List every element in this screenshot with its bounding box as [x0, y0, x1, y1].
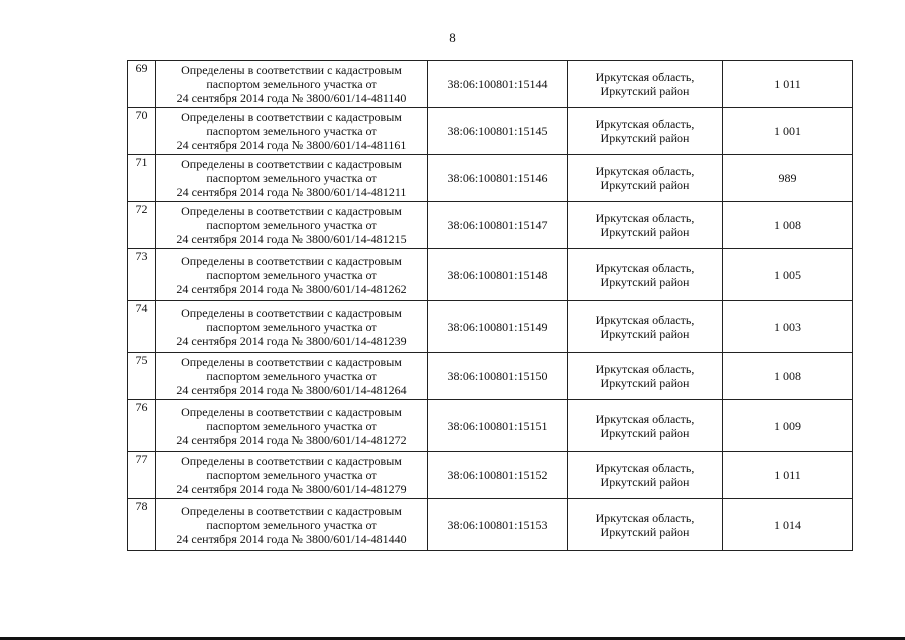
row-number: 70 [128, 108, 156, 155]
boundary-description [156, 301, 428, 353]
location: Иркутская область, Иркутский район [568, 155, 723, 202]
description-line: 24 сентября 2014 года № 3800/601/14-481264 [176, 383, 407, 397]
cadastral-number: 38:06:100801:15150 [428, 353, 568, 400]
description-line: 24 сентября 2014 года № 3800/601/14-481272 [176, 432, 407, 447]
description-line: Определены в соответствии с кадастровым [181, 204, 402, 218]
boundary-description [156, 249, 428, 301]
area: 989 [723, 155, 853, 202]
description-line: Определены в соответствии с кадастровым [181, 355, 402, 369]
cadastral-number: 38:06:100801:15153 [428, 499, 568, 551]
area: 1 005 [723, 249, 853, 301]
cadastral-number: 38:06:100801:15148 [428, 249, 568, 301]
land-plot-table [127, 60, 853, 551]
table-row [128, 155, 853, 202]
location: Иркутская область, Иркутский район [568, 499, 723, 551]
boundary-description [156, 400, 428, 452]
area: 1 008 [723, 353, 853, 400]
row-number: 74 [128, 301, 156, 353]
location: Иркутская область, Иркутский район [568, 353, 723, 400]
location: Иркутская область, Иркутский район [568, 400, 723, 452]
cadastral-number: 38:06:100801:15151 [428, 400, 568, 452]
table-row [128, 249, 853, 301]
cadastral-number: 38:06:100801:15144 [428, 61, 568, 108]
location: Иркутская область, Иркутский район [568, 301, 723, 353]
description-line: 24 сентября 2014 года № 3800/601/14-481440 [176, 531, 407, 546]
description-line: Определены в соответствии с кадастровым [181, 63, 402, 77]
location: Иркутская область, Иркутский район [568, 61, 723, 108]
cadastral-number: 38:06:100801:15149 [428, 301, 568, 353]
location: Иркутская область, Иркутский район [568, 249, 723, 301]
boundary-description [156, 499, 428, 551]
cadastral-number: 38:06:100801:15146 [428, 155, 568, 202]
cadastral-number: 38:06:100801:15147 [428, 202, 568, 249]
area: 1 001 [723, 108, 853, 155]
boundary-description [156, 452, 428, 499]
description-line: паспортом земельного участка от [206, 171, 377, 185]
location: Иркутская область, Иркутский район [568, 202, 723, 249]
table-row [128, 202, 853, 249]
row-number: 71 [128, 155, 156, 202]
row-number: 72 [128, 202, 156, 249]
description-line: Определены в соответствии с кадастровым [181, 253, 402, 268]
description-line: Определены в соответствии с кадастровым [181, 404, 402, 419]
description-line: Определены в соответствии с кадастровым [181, 110, 402, 124]
boundary-description [156, 155, 428, 202]
table-row [128, 61, 853, 108]
description-line: 24 сентября 2014 года № 3800/601/14-481211 [176, 185, 407, 199]
boundary-description [156, 202, 428, 249]
area: 1 008 [723, 202, 853, 249]
description-line: паспортом земельного участка от [206, 218, 377, 232]
area: 1 014 [723, 499, 853, 551]
table-row [128, 301, 853, 353]
boundary-description [156, 61, 428, 108]
description-line: Определены в соответствии с кадастровым [181, 305, 402, 320]
cadastral-number: 38:06:100801:15152 [428, 452, 568, 499]
area: 1 011 [723, 452, 853, 499]
row-number: 73 [128, 249, 156, 301]
row-number: 75 [128, 353, 156, 400]
area: 1 009 [723, 400, 853, 452]
description-line: паспортом земельного участка от [206, 369, 377, 383]
description-line: 24 сентября 2014 года № 3800/601/14-481279 [176, 482, 407, 496]
row-number: 76 [128, 400, 156, 452]
description-line: паспортом земельного участка от [206, 517, 377, 532]
description-line: паспортом земельного участка от [206, 267, 377, 282]
boundary-description [156, 108, 428, 155]
description-line: Определены в соответствии с кадастровым [181, 454, 402, 468]
page-number: 8 [449, 30, 456, 45]
table-row [128, 400, 853, 452]
table-row [128, 353, 853, 400]
location: Иркутская область, Иркутский район [568, 452, 723, 499]
table-row [128, 499, 853, 551]
description-line: паспортом земельного участка от [206, 418, 377, 433]
description-line: паспортом земельного участка от [206, 124, 377, 138]
description-line: Определены в соответствии с кадастровым [181, 157, 402, 171]
area: 1 011 [723, 61, 853, 108]
cadastral-number: 38:06:100801:15145 [428, 108, 568, 155]
location: Иркутская область, Иркутский район [568, 108, 723, 155]
row-number: 69 [128, 61, 156, 108]
boundary-description [156, 353, 428, 400]
description-line: Определены в соответствии с кадастровым [181, 503, 402, 518]
description-line: 24 сентября 2014 года № 3800/601/14-481239 [176, 333, 407, 348]
row-number: 77 [128, 452, 156, 499]
description-line: 24 сентября 2014 года № 3800/601/14-481140 [176, 91, 407, 105]
description-line: 24 сентября 2014 года № 3800/601/14-481215 [176, 232, 407, 246]
area: 1 003 [723, 301, 853, 353]
description-line: 24 сентября 2014 года № 3800/601/14-481161 [176, 138, 407, 152]
description-line: 24 сентября 2014 года № 3800/601/14-481262 [176, 281, 407, 296]
table-row [128, 108, 853, 155]
description-line: паспортом земельного участка от [206, 77, 377, 91]
description-line: паспортом земельного участка от [206, 319, 377, 334]
description-line: паспортом земельного участка от [206, 468, 377, 482]
table-row [128, 452, 853, 499]
row-number: 78 [128, 499, 156, 551]
